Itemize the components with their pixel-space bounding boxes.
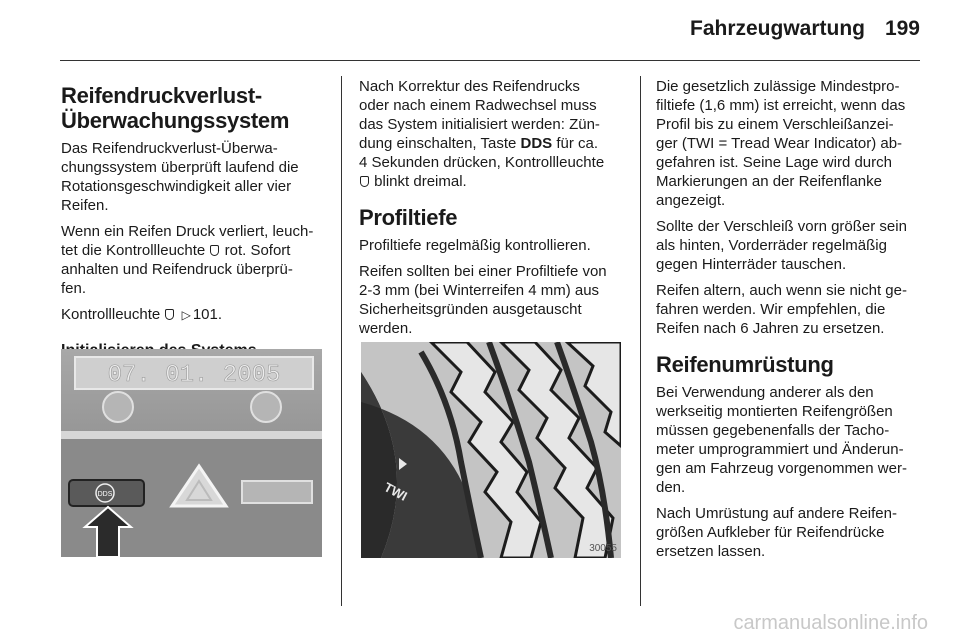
section-title: Fahrzeugwartung	[690, 17, 866, 40]
watermark-site[interactable]: carmanualsonline.info	[733, 612, 928, 634]
text-line: ger (TWI = Tread Wear Indicator) ab-	[656, 135, 903, 152]
paragraph	[656, 217, 932, 274]
text-line: Wenn ein Reifen Druck verliert, leuch-	[61, 223, 314, 240]
twi-label: TWI	[381, 479, 410, 504]
image-number: 30055	[589, 543, 617, 554]
heading-line: Überwachungssystem	[61, 108, 290, 133]
text-line: größen Aufkleber für Reifendrücke	[656, 524, 885, 541]
text-line: Bei Verwendung anderer als den	[656, 384, 874, 401]
dashboard-illustration	[61, 349, 322, 557]
tire-tread-illustration	[361, 342, 621, 558]
text-line: Profil bis zu einem Verschleißanzei-	[656, 116, 894, 133]
text-line: anhalten und Reifendruck überprü-	[61, 261, 293, 278]
text-line: gegen Hinterräder tauschen.	[656, 256, 847, 273]
text-line	[61, 305, 331, 325]
text-line: Die gesetzlich zulässige Mindestpro-	[656, 78, 900, 95]
text-line: gen am Fahrzeug vorgenommen wer-	[656, 460, 907, 477]
text-line: den.	[656, 479, 686, 496]
switch-icon	[242, 481, 312, 503]
column-right	[656, 77, 932, 568]
paragraph	[656, 504, 932, 561]
warning-lamp-icon	[165, 309, 174, 320]
dashboard-drawing	[61, 349, 322, 557]
paragraph	[359, 77, 631, 191]
knob-icon	[251, 392, 281, 422]
text-line: müssen gegebenenfalls der Tacho-	[656, 422, 890, 439]
text-segment: rot. Sofort	[224, 242, 291, 259]
warning-lamp-icon	[360, 176, 369, 187]
text-line: das System initialisiert werden: Zün-	[359, 116, 600, 133]
heading-tread-depth: Profiltiefe	[359, 205, 458, 230]
text-line: 2-3 mm (bei Winterreifen 4 mm) aus	[359, 282, 600, 299]
paragraph	[656, 383, 932, 497]
text-segment: tet die Kontrollleuchte	[61, 242, 206, 259]
text-line: filtiefe (1,6 mm) ist erreicht, wenn das	[656, 97, 906, 114]
column-divider	[640, 76, 641, 606]
text-line	[359, 134, 631, 153]
knob-icon	[103, 392, 133, 422]
text-line: Rotationsgeschwindigkeit aller vier	[61, 178, 292, 195]
text-line: fen.	[61, 280, 87, 297]
text-line: Sollte der Verschleiß vorn größer sein	[656, 218, 907, 235]
text-line: Nach Korrektur des Reifendrucks	[359, 78, 580, 95]
text-line: angezeigt.	[656, 192, 726, 209]
text-line: Das Reifendruckverlust-Überwa-	[61, 140, 278, 157]
paragraph	[359, 236, 631, 255]
paragraph	[61, 305, 331, 325]
paragraph	[656, 281, 932, 338]
heading-line: Reifendruckverlust-	[61, 83, 262, 108]
text-line: fahren werden. Wir empfehlen, die	[656, 301, 886, 318]
text-line: chungssystem überprüft laufend die	[61, 159, 299, 176]
text-segment: blinkt dreimal.	[374, 173, 467, 190]
column-left	[61, 77, 331, 369]
text-segment: Kontrollleuchte	[61, 306, 161, 323]
warning-lamp-icon	[210, 245, 219, 256]
header-rule	[60, 60, 920, 61]
paragraph	[61, 222, 331, 298]
text-segment: dung einschalten, Taste	[359, 135, 517, 152]
column-middle	[359, 77, 631, 345]
text-line: gefahren ist. Seine Lage wird durch	[656, 154, 892, 171]
text-line: Reifen altern, auch wenn sie nicht ge-	[656, 282, 907, 299]
text-line: Markierungen an der Reifenflanke	[656, 173, 882, 190]
text-line: 4 Sekunden drücken, Kontrollleuchte	[359, 154, 605, 171]
page-reference[interactable]: 101.	[192, 306, 223, 323]
text-line: oder nach einem Radwechsel muss	[359, 97, 597, 114]
paragraph	[359, 262, 631, 338]
text-segment: für ca.	[556, 135, 599, 152]
heading-tire-pressure-system	[61, 83, 331, 133]
text-line: Sicherheitsgründen ausgetauscht	[359, 301, 582, 318]
paragraph	[656, 77, 932, 210]
paragraph	[61, 139, 331, 215]
text-line	[61, 241, 331, 260]
heading-tire-change: Reifenumrüstung	[656, 352, 834, 377]
text-line: Reifen nach 6 Jahren zu ersetzen.	[656, 320, 885, 337]
text-line	[359, 172, 631, 191]
text-line: werden.	[359, 320, 413, 337]
text-line: ersetzen lassen.	[656, 543, 766, 560]
text-line: Profiltiefe regelmäßig kontrollieren.	[359, 237, 591, 254]
text-line: Reifen sollten bei einer Profiltiefe von	[359, 263, 607, 280]
dds-button-label: DDS	[97, 491, 113, 498]
clock-display: 07. 01. 2005	[107, 362, 281, 389]
text-line: werkseitig montierten Reifengrößen	[656, 403, 893, 420]
text-line: Reifen.	[61, 197, 109, 214]
dds-key-label: DDS	[520, 135, 553, 152]
text-line: meter umprogrammiert und Änderun-	[656, 441, 904, 458]
page-reference-icon: ▷	[181, 308, 191, 322]
tire-drawing	[361, 342, 621, 558]
column-divider	[341, 76, 342, 606]
text-line: Nach Umrüstung auf andere Reifen-	[656, 505, 897, 522]
page-number: 199	[884, 17, 920, 40]
text-line: als hinten, Vorderräder regelmäßig	[656, 237, 887, 254]
